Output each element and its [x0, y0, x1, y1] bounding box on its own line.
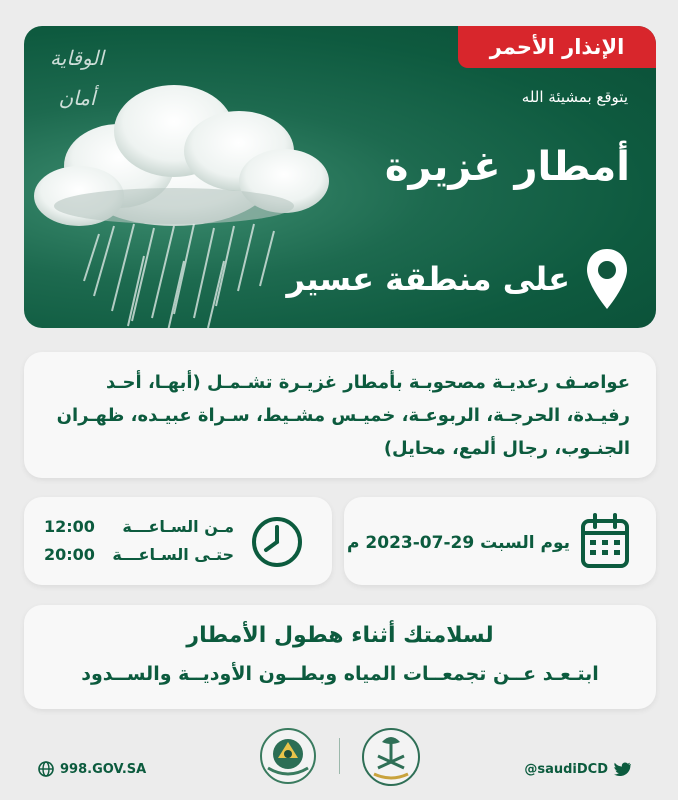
- website-text: 998.GOV.SA: [60, 761, 147, 777]
- time-from-value: 12:00: [44, 517, 95, 536]
- twitter-link[interactable]: [524, 761, 632, 777]
- date-label: يوم السبت 29-07-2023 م: [347, 533, 570, 553]
- website-link[interactable]: [38, 761, 146, 777]
- safety-advice: ابتـعـد عــن تجمعــات المياه وبطــون الأوديــة والســدود: [81, 663, 599, 685]
- ministry-emblem-logo: [360, 726, 422, 788]
- region-label: على منطقة عسير: [286, 260, 570, 298]
- logo-divider: [339, 738, 340, 774]
- safety-title: لسلامتك أثناء هطول الأمطار: [186, 623, 494, 648]
- location-pin-icon: [584, 247, 630, 311]
- civil-defense-logo: [258, 726, 318, 786]
- alert-headline: أمطار غزيرة: [384, 144, 630, 190]
- watermark-logo: الوقاية أمان: [50, 46, 104, 110]
- hero-card: [24, 26, 656, 328]
- affected-areas-text: عواصـف رعديـة مصحوبـة بأمطار غزيـرة تشـمـل (أبهـا، أحـد رفيـدة، الحرجـة، الربوعـة، خميـس مشـيط، سـراة عبيـده، ظهـران الجنـوب، رجال ألمع، محايل): [24, 352, 656, 478]
- safety-card: [24, 605, 656, 709]
- time-to-row: [44, 541, 234, 569]
- globe-icon: [38, 761, 54, 777]
- red-alert-badge: الإنذار الأحمر: [458, 26, 656, 68]
- time-to-label: حتـى السـاعـــة: [112, 545, 234, 564]
- time-from-label: مـن السـاعـــة: [122, 517, 234, 536]
- time-to-value: 20:00: [44, 545, 95, 564]
- twitter-handle: @saudiDCD: [524, 761, 608, 777]
- clock-icon: [250, 515, 304, 569]
- calendar-icon: [580, 513, 630, 569]
- time-card: [24, 497, 332, 585]
- time-from-row: [44, 513, 234, 541]
- twitter-icon: [614, 761, 632, 777]
- time-range: [44, 513, 234, 569]
- date-card: [344, 497, 656, 585]
- region-row: [287, 244, 630, 314]
- forecast-note: يتوقع بمشيئة الله: [521, 88, 628, 106]
